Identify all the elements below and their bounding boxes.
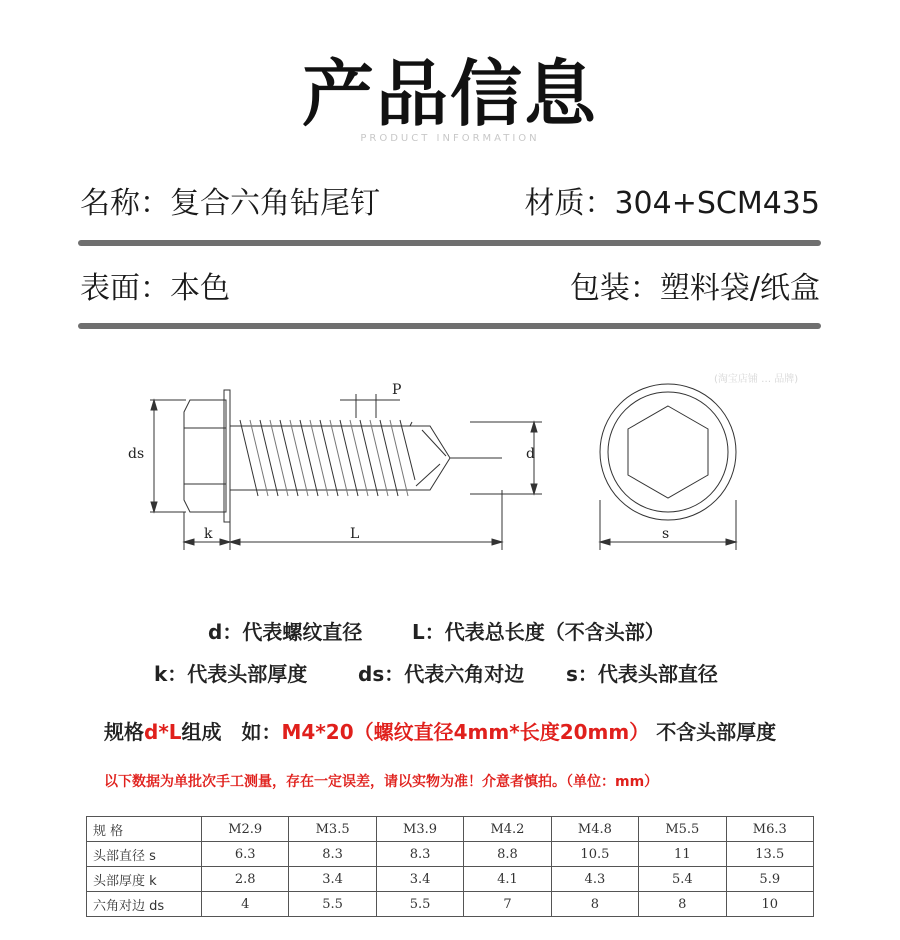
shank — [230, 422, 412, 490]
table-cell: 7 — [464, 892, 551, 917]
table-cell: 8.8 — [464, 842, 551, 867]
table-cell: 3.4 — [376, 867, 463, 892]
table-cell: M2.9 — [202, 817, 289, 842]
label-ds: ds — [128, 446, 145, 462]
hex-head-side — [184, 400, 226, 512]
label-p: P — [392, 382, 402, 398]
table-cell: 8.3 — [289, 842, 376, 867]
table-cell: M3.9 — [376, 817, 463, 842]
legend-l: L：代表总长度（不含头部） — [412, 620, 665, 644]
table-header-label: 规 格 — [87, 817, 202, 842]
table-cell: 13.5 — [726, 842, 813, 867]
table-cell: 4 — [202, 892, 289, 917]
table-cell: 5.9 — [726, 867, 813, 892]
row-label: 头部直径 s — [87, 842, 202, 867]
table-cell: 8 — [639, 892, 726, 917]
table-cell: 3.4 — [289, 867, 376, 892]
watermark: (淘宝店铺 … 品牌) — [714, 374, 799, 385]
product-material: 材质：304+SCM435 — [524, 186, 820, 221]
info-row-2 — [80, 269, 820, 309]
spec-table — [86, 816, 814, 917]
label-l: L — [350, 526, 360, 542]
page-title: 产品信息 — [301, 52, 598, 136]
table-cell: M6.3 — [726, 817, 813, 842]
legend-d: d：代表螺纹直径 — [208, 620, 363, 644]
table-cell: 8.3 — [376, 842, 463, 867]
table-cell: 6.3 — [202, 842, 289, 867]
table-cell: M5.5 — [639, 817, 726, 842]
label-k: k — [204, 526, 213, 542]
table-row — [87, 892, 814, 917]
table-cell: 11 — [639, 842, 726, 867]
table-cell: 10.5 — [551, 842, 638, 867]
page-subtitle: PRODUCT INFORMATION — [360, 133, 540, 144]
table-cell: M4.8 — [551, 817, 638, 842]
hex-end-view — [628, 406, 708, 498]
table-cell: 4.1 — [464, 867, 551, 892]
info-row-1 — [80, 184, 820, 224]
table-cell: 5.5 — [376, 892, 463, 917]
thread-lines — [240, 420, 415, 496]
label-d: d — [526, 446, 535, 462]
legend-s: s：代表头部直径 — [566, 662, 718, 686]
divider — [78, 240, 821, 246]
product-packaging: 包装：塑料袋/纸盒 — [569, 271, 820, 306]
row-label: 六角对边 ds — [87, 892, 202, 917]
table-cell: 2.8 — [202, 867, 289, 892]
table-cell: M4.2 — [464, 817, 551, 842]
head-end-view — [600, 384, 736, 520]
divider — [78, 323, 821, 329]
legend-ds: ds：代表六角对边 — [358, 662, 525, 686]
flange — [224, 390, 230, 522]
measurement-note: 以下数据为单批次手工测量，存在一定误差，请以实物为准！介意者慎拍。（单位：mm） — [104, 774, 659, 790]
row-label: 头部厚度 k — [87, 867, 202, 892]
spec-explanation: 规格d*L组成 如：M4*20（螺纹直径4mm*长度20mm） 不含头部厚度 — [104, 720, 777, 744]
legend-k: k：代表头部厚度 — [154, 662, 308, 686]
product-surface: 表面：本色 — [80, 271, 230, 306]
table-cell: 5.4 — [639, 867, 726, 892]
product-name: 名称：复合六角钻尾钉 — [80, 186, 380, 221]
table-cell: 8 — [551, 892, 638, 917]
table-cell: 10 — [726, 892, 813, 917]
table-row — [87, 867, 814, 892]
table-cell: 5.5 — [289, 892, 376, 917]
drill-point — [410, 426, 450, 490]
table-cell: M3.5 — [289, 817, 376, 842]
label-s: s — [662, 526, 670, 542]
table-header-row — [87, 817, 814, 842]
table-cell: 4.3 — [551, 867, 638, 892]
table-row — [87, 842, 814, 867]
screw-diagram — [110, 360, 750, 560]
